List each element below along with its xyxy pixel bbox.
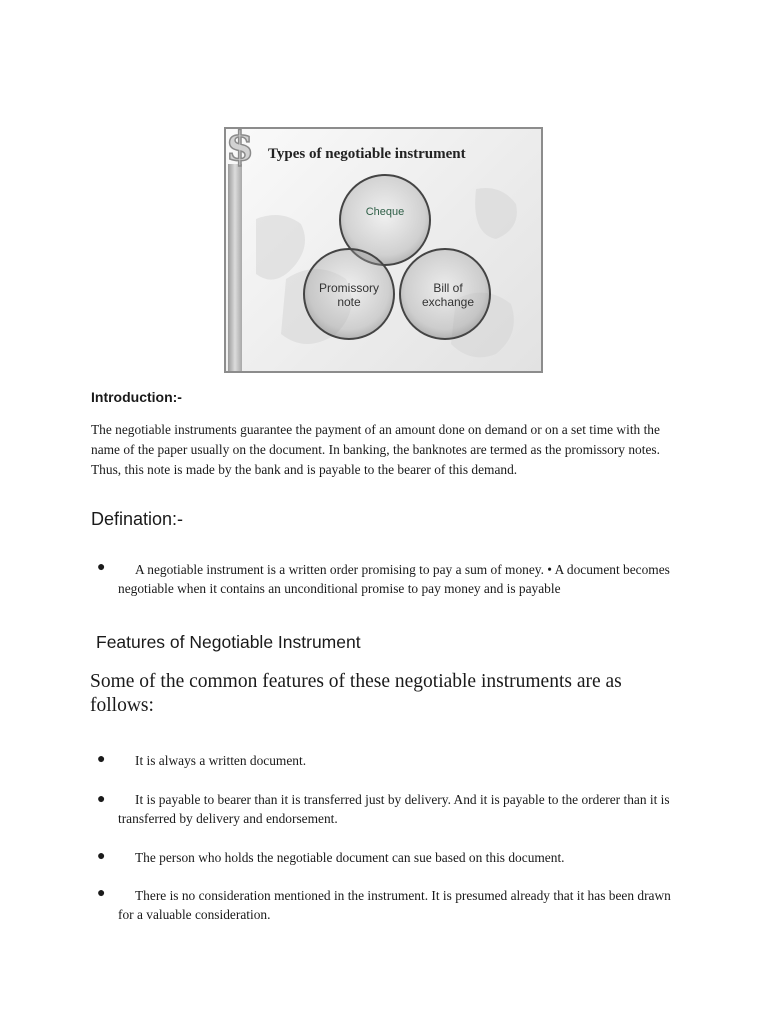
feature-item: There is no consideration mentioned in the instrument. It is presumed already that it has been drawn for a valuable consideration. [118,888,671,922]
venn-figure [224,127,543,373]
definition-heading: Defination:- [91,509,184,529]
promissory-note-label [299,281,399,309]
promissory-label-line1: Promissory [318,281,379,295]
feature-item: It is payable to bearer than it is transferred just by delivery. And it is payable to the orderer than it is transferred by delivery and endorsement. [118,792,670,826]
bullet-icon: ● [97,886,106,901]
features-lead: Some of the common features of these negotiable instruments are as follows: [90,671,622,716]
dollar-icon: $ [226,127,254,170]
introduction-heading: Introduction:- [91,389,182,405]
bullet-icon: ● [97,752,106,767]
bullet-icon: ● [97,849,106,864]
bill-label-line2: exchange [421,295,475,309]
introduction-text: The negotiable instruments guarantee the payment of an amount done on demand or on a set time with the name of the paper usually on the document. In banking, the banknotes are termed as the promissory notes. Thus, this note is made by the bank and is payable to the bearer of this demand. [91,422,660,477]
bill-label-line1: Bill of [433,281,463,295]
features-heading: Features of Negotiable Instrument [96,632,361,652]
bill-of-exchange-label [398,281,498,309]
bullet-icon: ● [97,560,106,575]
left-bar [228,164,242,373]
definition-item: A negotiable instrument is a written order promising to pay a sum of money. • A document becomes negotiable when it contains an unconditional promise to pay money and is payable [118,562,670,596]
bullet-icon: ● [97,792,106,807]
venn-diagram [226,129,543,373]
figure-title: Types of negotiable instrument [268,146,466,162]
cheque-label: Cheque [365,206,405,218]
promissory-label-line2: note [337,295,361,309]
feature-item: The person who holds the negotiable document can sue based on this document. [135,850,565,865]
feature-item: It is always a written document. [135,753,307,768]
